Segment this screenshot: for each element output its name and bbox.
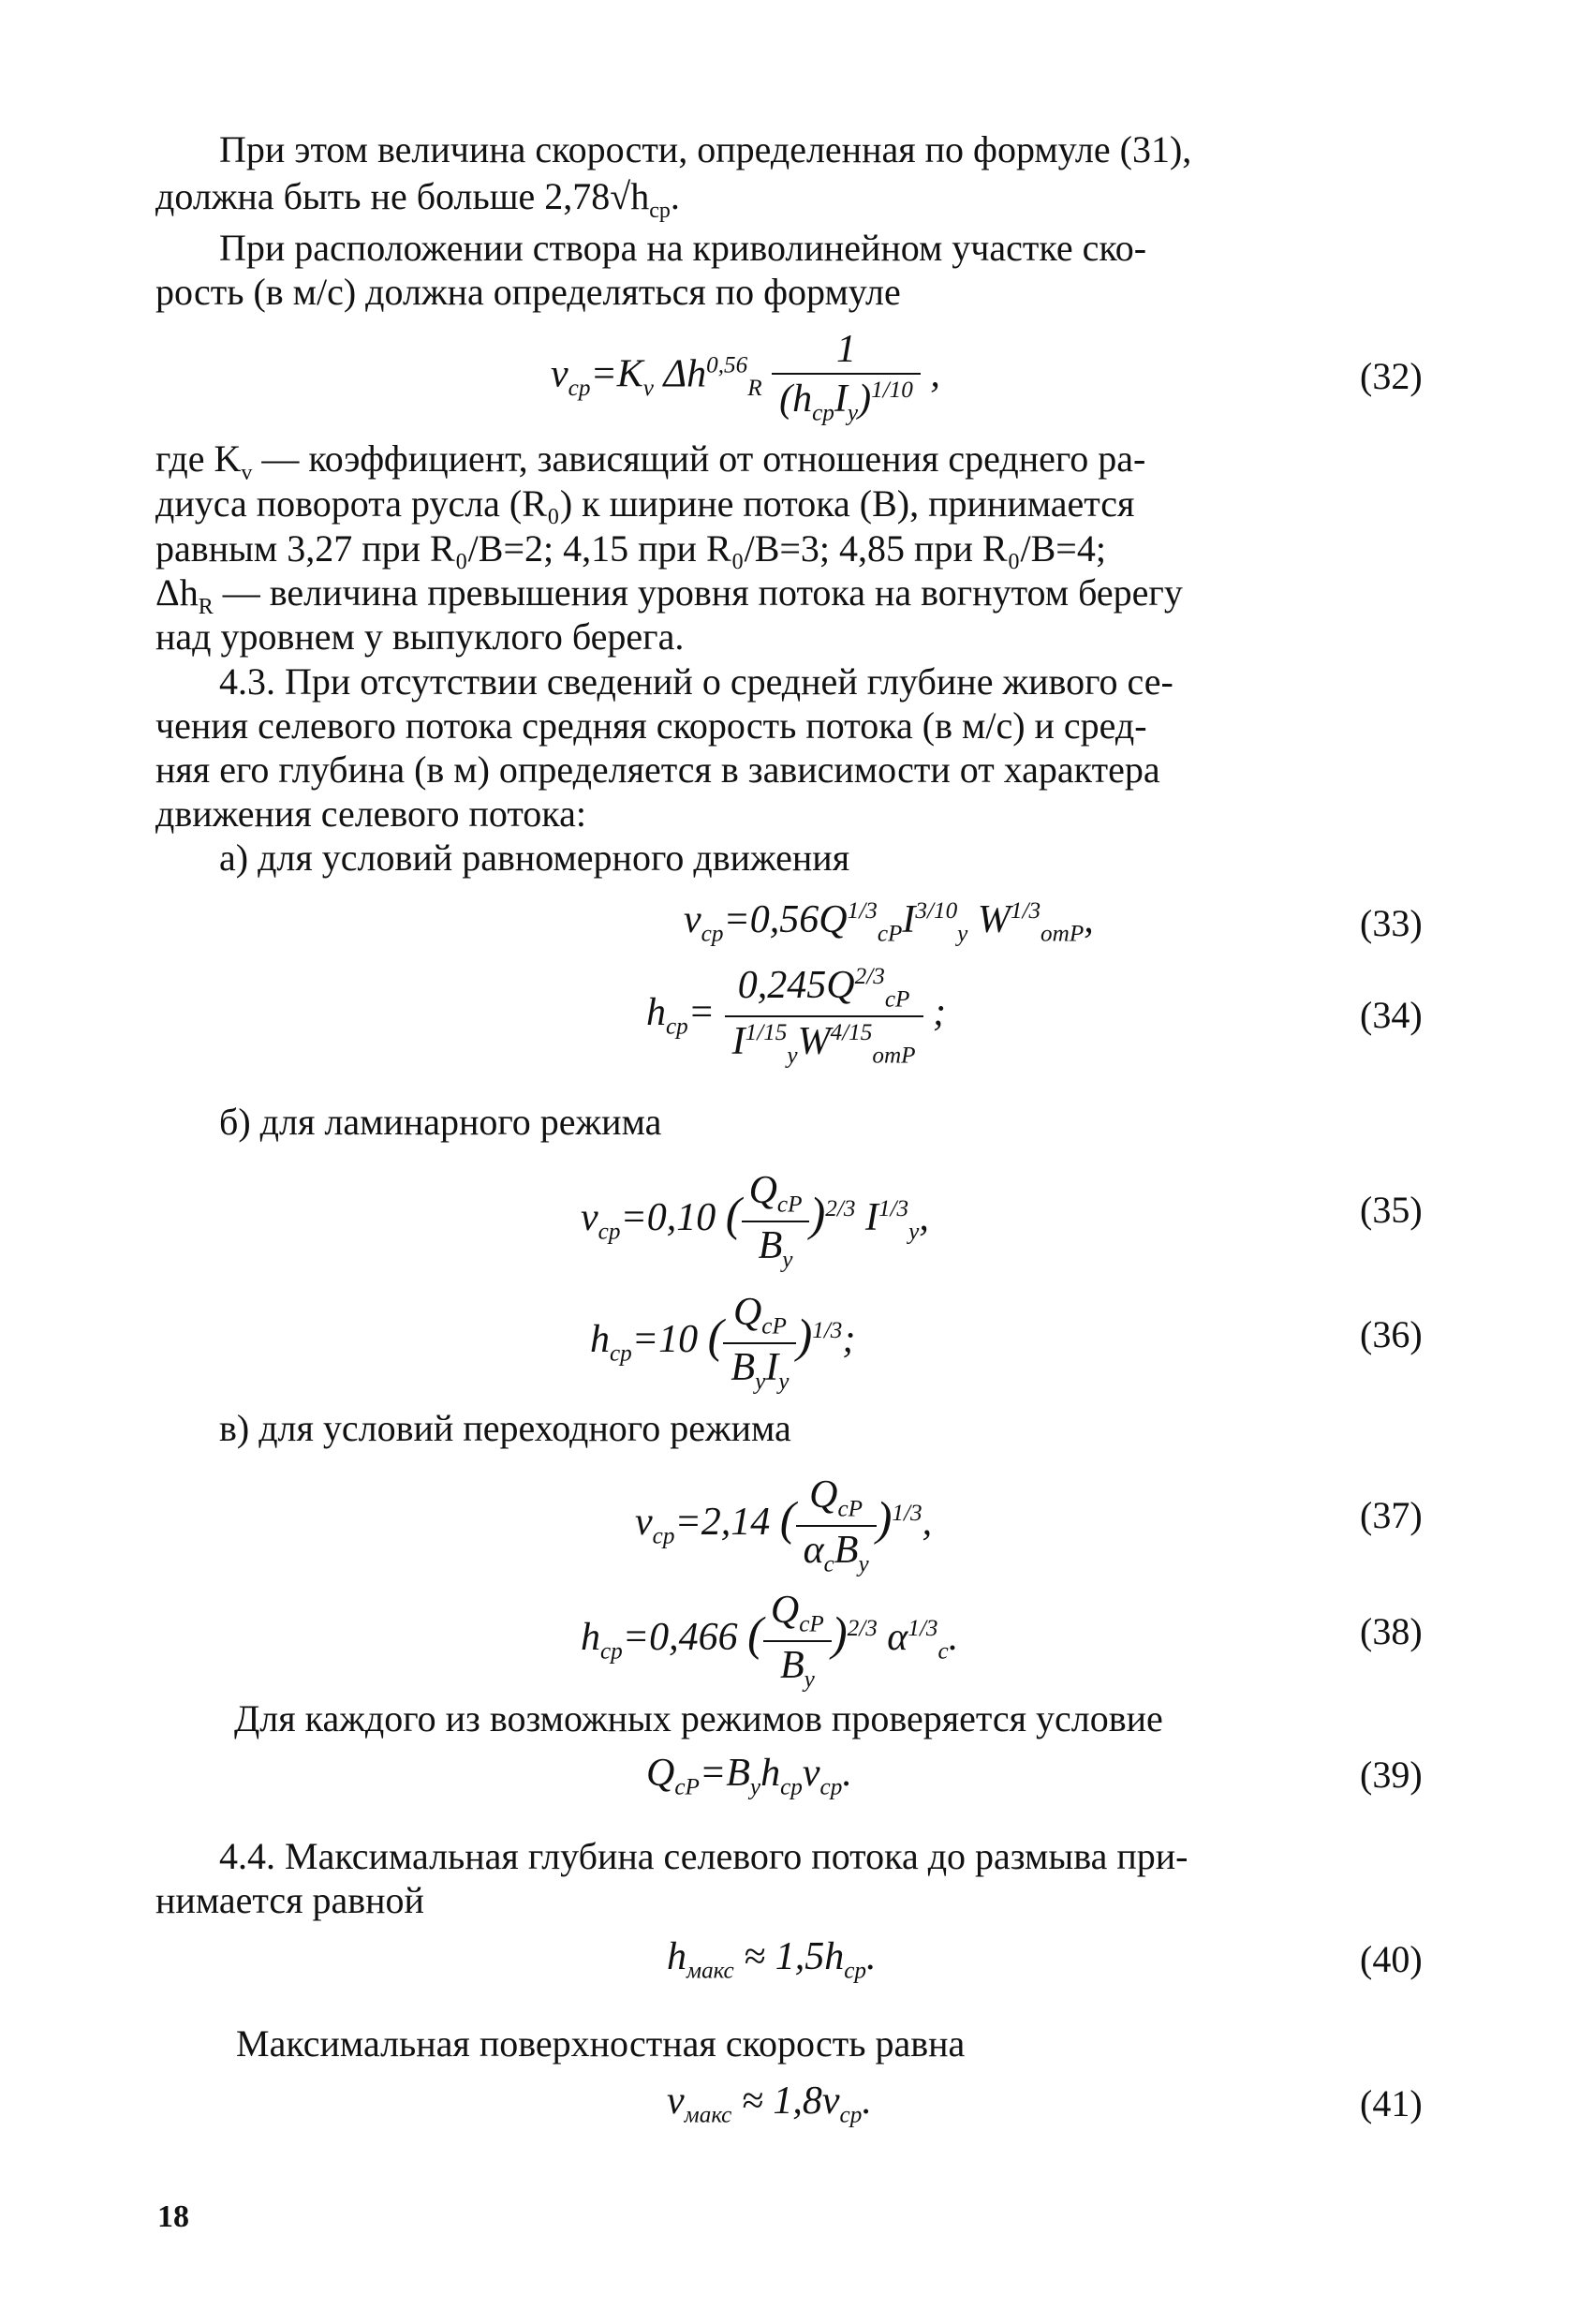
subscript: R [198,595,214,619]
eq-sub: у [778,1368,790,1394]
text-line: 4.3. При отсутствии сведений о средней глубине живого се- [219,660,1173,703]
eq-term: Q [770,1589,800,1632]
eq-term: ≈ 1,5h [733,1935,845,1978]
eq-term: h [590,1318,610,1362]
eq-term: h [667,1935,686,1978]
eq-term: 0,245Q [737,964,855,1007]
equation-32 [551,330,940,425]
equation-number: (41) [1360,2082,1423,2124]
text-line: а) для условий равномерного движения [219,836,850,879]
eq-term: , [1084,898,1094,941]
equation-33 [684,899,1094,946]
equation-34: $h_{ср}=$ $\frac{0,245Q^{2/3}_{сР}}{I^{1/15}_уW^{4/15}_{отР}}$ ; [646,964,947,1068]
equation-number: (35) [1360,1189,1423,1231]
eq-term: =2,14 [674,1501,771,1545]
equation-36 [590,1293,855,1393]
open-paren: ( [779,1492,796,1546]
eq-sub: сР [837,1496,863,1522]
equation-number: (39) [1360,1754,1423,1796]
eq-sub: с [937,1638,949,1665]
text-line [155,571,1183,619]
close-paren: ) [876,1492,893,1546]
eq-term: , [922,1501,933,1545]
eq-term: I [855,1196,878,1240]
eq-sub: сР [674,1774,700,1800]
eq-sub: макс [684,2102,732,2128]
eq-sup: 1/3 [847,898,878,924]
subscript: ср [649,199,671,223]
equation-40 [667,1937,877,1983]
eq-term: I [765,1345,779,1389]
equation-number: (36) [1360,1313,1423,1355]
eq-denominator [723,1342,796,1394]
eq-sub: ср [812,400,834,426]
text-fragment: — коэффициент, зависящий от отношения среднего ра- [252,437,1146,480]
eq-sub: ср [780,1774,803,1800]
eq-sup: 0,56 [706,352,748,378]
eq-sub: ср [701,921,724,947]
close-paren: ) [831,1607,848,1661]
eq-numerator [742,1171,810,1221]
eq-numerator: 1 [835,328,856,371]
eq-sup: 4/15 [830,1019,873,1045]
eq-sub: ср [568,375,591,401]
eq-sub: у [749,1774,761,1800]
text-line: б) для ламинарного режима [219,1101,662,1143]
text-line: рость (в м/с) должна определяться по формуле [155,271,901,313]
equation-39 [646,1754,852,1799]
eq-sub: сР [761,1313,787,1340]
equation-number: (38) [1360,1610,1423,1652]
eq-sub: ср [598,1219,621,1245]
eq-sup: 1/3 [892,1501,922,1527]
eq-term: I [731,1019,745,1063]
eq-term: , [919,1196,929,1240]
eq-term: B [834,1528,859,1572]
eq-sub: у [858,1550,869,1576]
text-line: Максимальная поверхностная скорость равна [236,2022,966,2065]
text-line: чения селевого потока средняя скорость потока (в м/с) и сред- [155,704,1147,747]
eq-term: =10 [631,1318,699,1362]
eq-term: =K [590,352,643,396]
eq-term: h [760,1752,781,1795]
eq-fraction [725,965,923,1067]
eq-sub: отР [1041,921,1085,947]
eq-term: α [803,1528,824,1572]
text-line: равным 3,27 при R₀/B=2; 4,15 при R₀/B=3; 4,85 при R₀/B=4; [155,527,1106,570]
eq-sup: 2/3 [847,1616,878,1642]
text-line: должна быть не больше $2,78√h_{ср}$. [155,175,680,223]
text-line: При этом величина скорости, определенная по формуле (31), [219,128,1192,170]
eq-sub: сР [884,986,910,1013]
eq-numerator [725,965,923,1015]
text-line: над уровнем у выпуклого берега. [155,615,685,658]
eq-term: ; [922,991,947,1035]
text-line: Для каждого из возможных режимов проверяется условие [234,1697,1163,1739]
eq-term: v [802,1752,820,1795]
eq-sub: макс [686,1958,734,1984]
text-line: в) для условий переходного режима [219,1407,791,1449]
eq-denominator [772,373,921,425]
equation-38 [581,1591,958,1691]
close-paren: ) [809,1188,826,1241]
eq-term: Q [748,1169,777,1212]
eq-sub: у [755,1368,766,1394]
text-fragment: — величина превышения уровня потока на вогнутом берегу [213,571,1183,614]
eq-fraction [742,1171,810,1271]
text-line: няя его глубина (в м) определяется в зависимости от характера [155,748,1160,791]
eq-fraction [763,1591,832,1691]
subscript: v [241,461,253,485]
close-paren: ) [796,1310,813,1363]
eq-numerator [796,1475,877,1525]
eq-sub: ср [839,2102,863,2128]
eq-sub: отР [872,1042,916,1068]
text-line: 4.4. Максимальная глубина селевого потока до размыва при- [219,1835,1188,1877]
eq-sub: у [787,1042,798,1068]
eq-term: v [635,1501,653,1545]
equation-number: (32) [1360,355,1423,397]
eq-sup: 1/3 [812,1318,843,1344]
text-line: При расположении створа на криволинейном участке ско- [219,227,1147,269]
equation-37 [635,1475,932,1576]
eq-numerator [763,1591,832,1640]
eq-term: B [779,1643,804,1687]
open-paren: ( [725,1188,742,1241]
eq-sub: R [747,375,762,401]
eq-sup: 1/3 [878,1196,909,1222]
text-line: диуса поворота русла (R₀) к ширине потока (B), принимается [155,482,1135,525]
eq-term: I [902,898,916,941]
eq-term: =0,466 [622,1616,738,1660]
eq-term: B [758,1223,783,1267]
eq-numerator [723,1293,796,1342]
eq-term: =0,56Q [723,898,848,941]
eq-term: v [581,1196,598,1240]
eq-sub: ср [610,1340,632,1367]
eq-fraction [723,1293,796,1393]
text-fragment: где K [155,437,242,480]
equation-41 [667,2081,872,2127]
eq-term: v [667,2080,685,2123]
eq-term: . [948,1616,959,1660]
eq-sub: ср [819,1774,843,1800]
eq-sub: v [642,375,654,401]
eq-sup: 1/10 [871,377,913,403]
eq-sub: сР [776,1192,803,1218]
text-line [155,437,1146,485]
eq-term: =B [699,1752,750,1795]
eq-denominator [725,1015,923,1068]
eq-denominator [742,1221,810,1272]
eq-term: Q [646,1752,675,1795]
text-fragment: Δh [155,571,199,614]
eq-denominator [796,1525,877,1576]
equation-number: (34) [1360,994,1423,1036]
eq-term: v [684,898,701,941]
eq-sub: у [804,1665,815,1692]
eq-term: . [862,2080,872,2123]
eq-sub: у [782,1246,793,1272]
equation-number: (40) [1360,1938,1423,1980]
eq-sub: у [847,400,859,426]
text-line: нимается равной [155,1879,424,1921]
eq-term: W [967,898,1011,941]
eq-sub: сР [877,921,903,947]
open-paren: ( [747,1607,763,1661]
eq-fraction [772,330,921,425]
eq-term: W [797,1019,831,1063]
eq-term: B [731,1345,756,1389]
eq-term: =0,10 [620,1196,716,1240]
eq-sub: у [957,921,968,947]
eq-term: Q [732,1291,762,1334]
eq-sub: ср [844,1958,867,1984]
page-number: 18 [157,2199,189,2234]
eq-term: Δh [653,352,707,396]
eq-sup: 1/3 [1010,898,1041,924]
eq-denominator [763,1640,832,1692]
eq-term: . [842,1752,852,1795]
eq-sub: ср [600,1638,623,1665]
eq-sub: ср [652,1523,675,1549]
eq-term: h [581,1616,600,1660]
eq-sub: сР [799,1611,824,1637]
open-paren: ( [707,1310,724,1363]
eq-sup: 1/3 [908,1616,938,1642]
eq-sup: 3/10 [915,898,958,924]
eq-sub: у [908,1219,920,1245]
text-fragment: должна быть не больше 2,78√h [155,175,650,217]
eq-term: ≈ 1,8v [731,2080,840,2123]
eq-term: ) [858,377,872,421]
eq-term: h [646,991,666,1035]
eq-term: I [834,377,848,421]
eq-term: ; [842,1318,856,1362]
equation-number: (33) [1360,902,1423,944]
eq-term: v [551,352,568,396]
eq-sup: 1/15 [745,1019,788,1045]
eq-sub: с [823,1550,834,1576]
eq-term: . [866,1935,877,1978]
eq-term: (h [779,377,813,421]
eq-term: , [920,352,940,396]
eq-sup: 2/3 [854,964,885,989]
equation-number: (37) [1360,1494,1423,1536]
equation-35 [581,1171,929,1271]
eq-fraction [796,1475,877,1576]
eq-sub: ср [666,1014,688,1040]
eq-term: α [877,1616,908,1660]
eq-term: Q [809,1473,838,1517]
text-line: движения селевого потока: [155,792,586,835]
eq-sup: 2/3 [825,1196,856,1222]
